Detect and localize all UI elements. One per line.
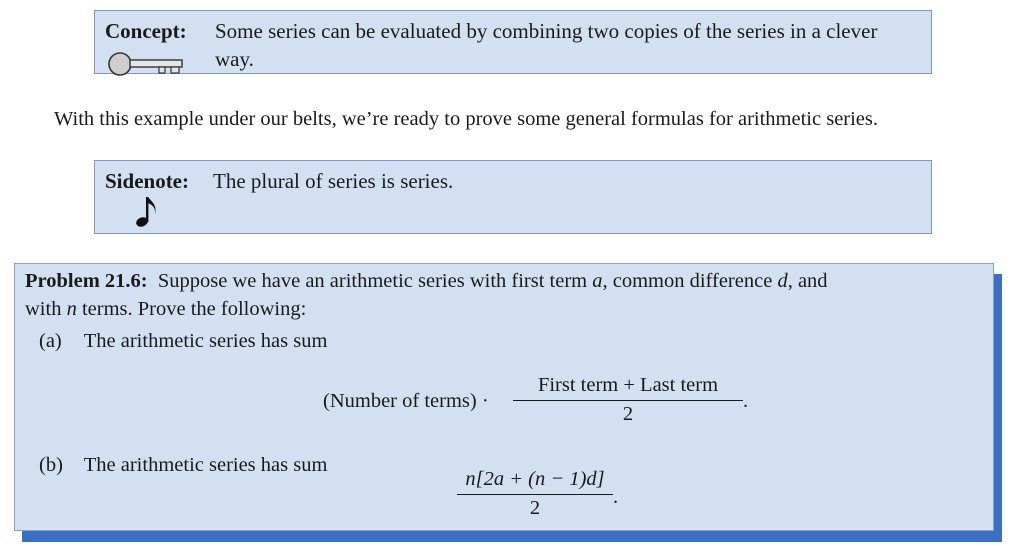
formula-b [457,468,619,520]
part-b-marker: (b) [39,454,63,476]
sidenote-label: Sidenote: [105,169,189,193]
formula-a-period: . [743,390,749,412]
part-a [39,330,327,353]
part-b-text: The arithmetic series has sum [83,454,328,476]
var-a: a [592,270,603,292]
part-a-marker: (a) [39,330,62,352]
problem-text: with [25,298,67,320]
problem-statement-line1 [25,270,985,293]
formula-b-denominator: 2 [529,497,541,519]
concept-text: Some series can be evaluated by combining two copies of the series in a clever way. [215,19,878,71]
concept-box [94,10,932,74]
var-d: d [777,270,788,292]
problem-box [14,263,994,531]
formula-b-fraction [457,468,613,520]
problem-text: Suppose we have an arithmetic series with first term [157,270,593,292]
formula-b-numerator: n[2a + (n − 1)d] [457,468,613,495]
body-paragraph: With this example under our belts, we’re ready to prove some general formulas for arithmetic series. [54,108,879,130]
key-icon [107,51,185,77]
sidenote-box [94,160,932,234]
formula-a-numerator: First term + Last term [513,374,743,401]
sidenote-text: The plural of series is series. [213,169,454,193]
part-a-text: The arithmetic series has sum [83,330,328,352]
part-b [39,454,327,477]
concept-label: Concept: [105,19,187,43]
problem-text: , and [787,270,828,292]
problem-statement-line2 [25,298,306,321]
var-n: n [66,298,77,320]
problem-text: terms. Prove the following: [76,298,307,320]
formula-b-period: . [613,486,619,508]
formula-a-lead: (Number of terms) · [323,390,489,412]
problem-label: Problem 21.6: [25,270,148,292]
formula-a-fraction [513,374,743,426]
music-note-icon [135,195,159,229]
formula-a-denominator: 2 [622,403,634,425]
problem-text: , common difference [602,270,778,292]
